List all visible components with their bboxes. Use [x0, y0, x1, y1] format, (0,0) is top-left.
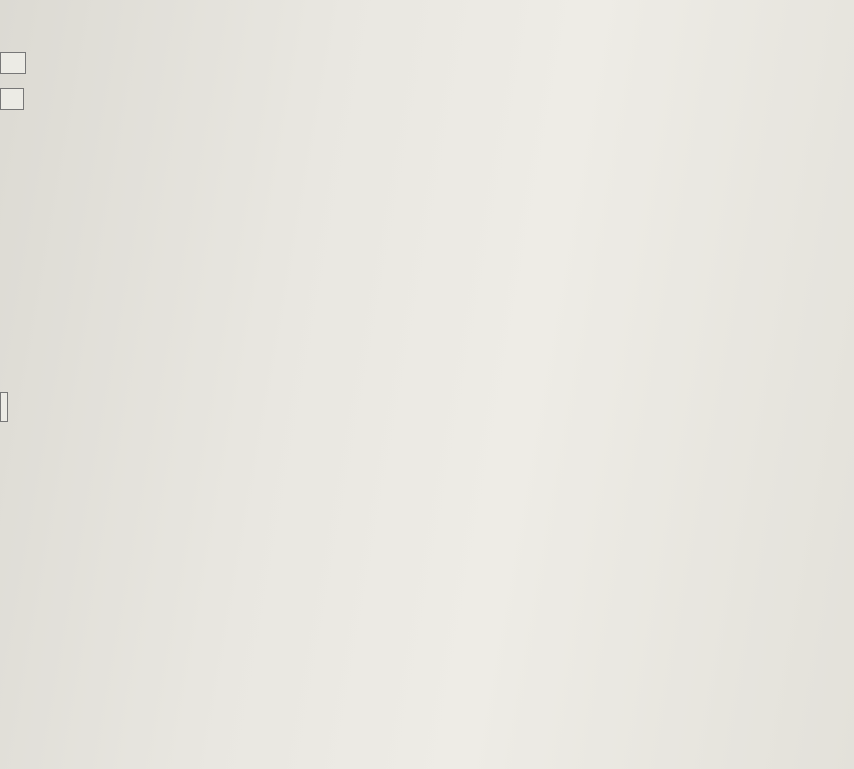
- margin-tag-arrow: [0, 88, 24, 110]
- margin-tag-blank: [0, 392, 8, 422]
- margin-tag-3: [0, 52, 26, 74]
